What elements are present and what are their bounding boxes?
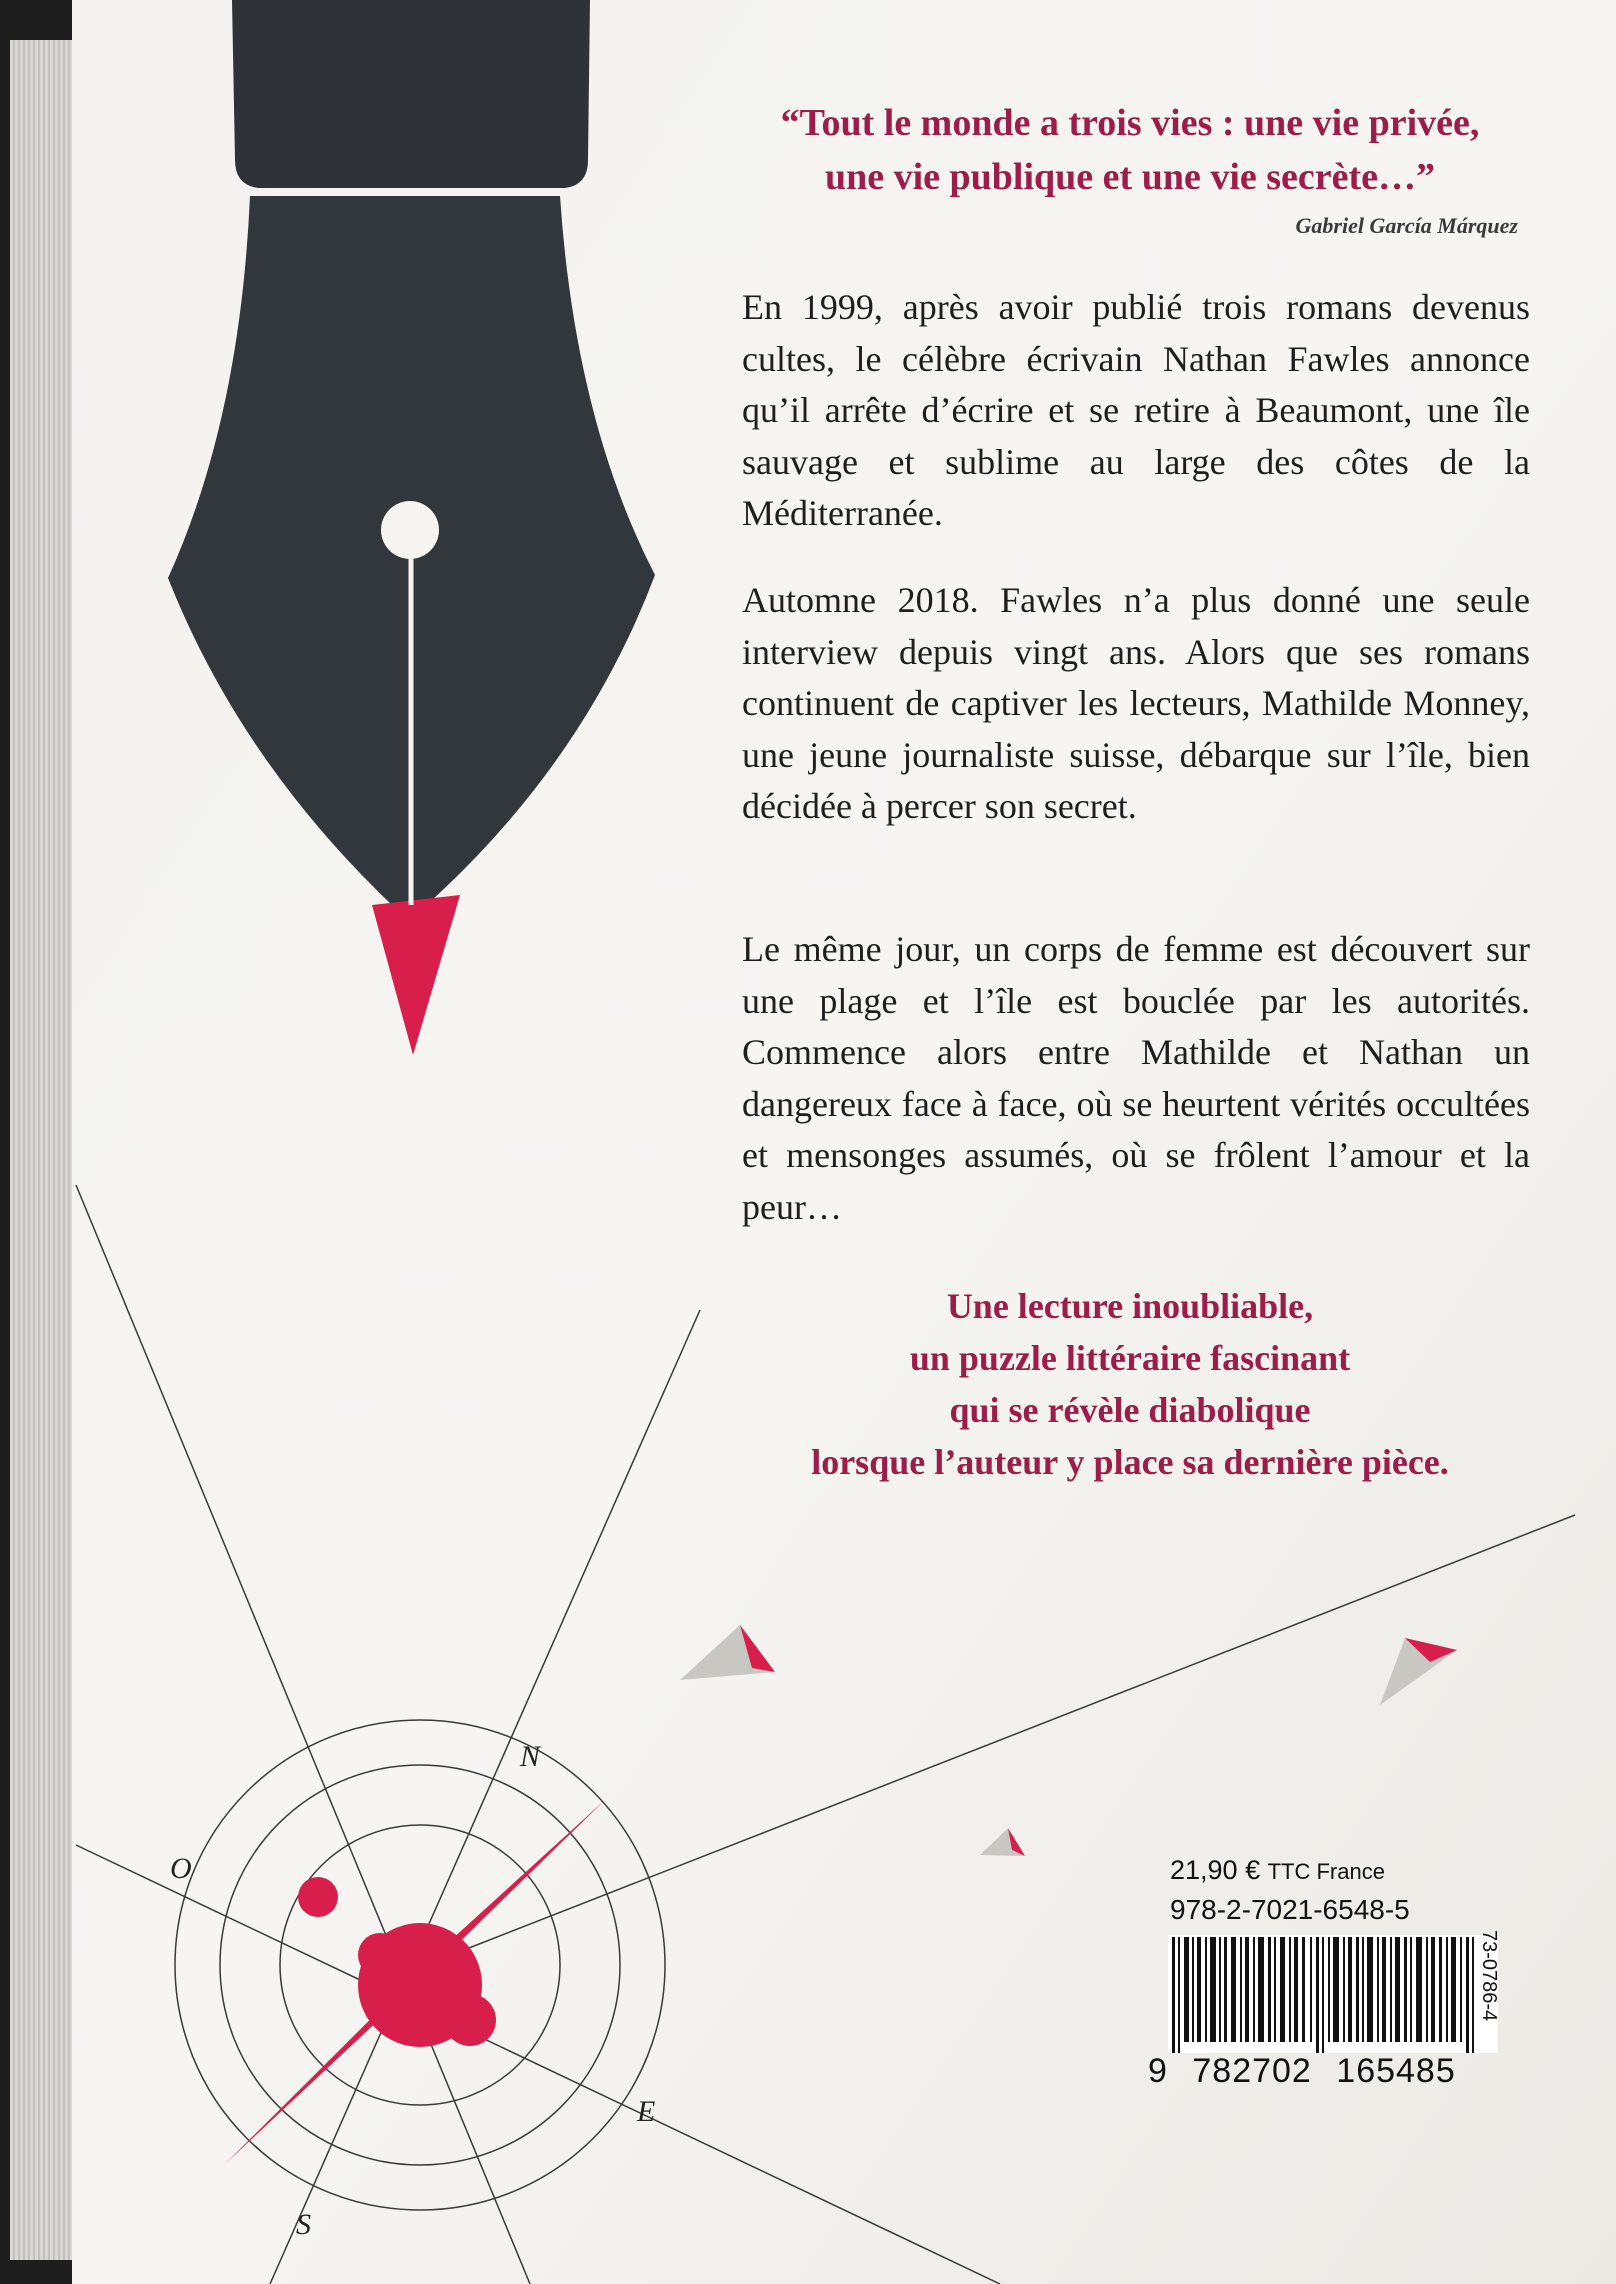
quote-line-1: “Tout le monde a trois vies : une vie privée, — [780, 102, 1480, 144]
compass-west-label: O — [170, 1852, 192, 1885]
price-suffix: TTC France — [1267, 1859, 1385, 1884]
barcode-group-2: 165485 — [1336, 2052, 1456, 2090]
tagline-line-1: Une lecture inoubliable, — [946, 1286, 1314, 1326]
synopsis-paragraph-2: Automne 2018. Fawles n’a plus donné une seule interview depuis vingt ans. Alors que ses romans continuent de captiver les lecteurs, Mathilde Monney, une jeune journaliste suisse, débarque sur l’île, bien décidée à percer son secret. — [742, 580, 1530, 826]
compass-east-label: E — [637, 2095, 656, 2128]
barcode-side-code: 73-0786-4 — [1478, 1930, 1500, 2022]
quote-line-2: une vie publique et une vie secrète…” — [824, 156, 1436, 198]
compass-south-label: S — [296, 2208, 311, 2241]
tagline-line-4: lorsque l’auteur y place sa dernière pièce. — [811, 1442, 1449, 1482]
compass-north-label: N — [520, 1740, 541, 1773]
isbn-number: 978-2-7021-6548-5 — [1170, 1894, 1410, 1925]
synopsis-paragraph-1: En 1999, après avoir publié trois romans devenus cultes, le célèbre écrivain Nathan Fawles annonce qu’il arrête d’écrire et se retire à Beaumont, une île sauvage et sublime au large des côtes de la Méditerranée. — [742, 287, 1530, 533]
price-label — [1170, 1855, 1385, 1886]
quote-author: Gabriel García Márquez — [1295, 213, 1518, 238]
barcode-first-digit: 9 — [1148, 2052, 1168, 2090]
barcode — [1168, 1935, 1498, 2053]
synopsis-paragraph-3: Le même jour, un corps de femme est découvert sur une plage et l’île est bouclée par les autorités. Commence alors entre Mathilde et Nathan un dangereux face à face, où se heurtent vérités occultées et mensonges assumés, où se frôlent l’amour et la peur… — [742, 929, 1530, 1227]
tagline-line-2: un puzzle littéraire fascinant — [909, 1338, 1351, 1378]
price-amount: 21,90 € — [1170, 1855, 1261, 1885]
tagline-line-3: qui se révèle diabolique — [949, 1390, 1311, 1430]
barcode-digits — [1148, 2052, 1456, 2091]
epigraph-quote — [700, 96, 1560, 204]
page-edges — [10, 40, 80, 2260]
tagline — [700, 1280, 1560, 1488]
barcode-group-1: 782702 — [1192, 2052, 1312, 2090]
